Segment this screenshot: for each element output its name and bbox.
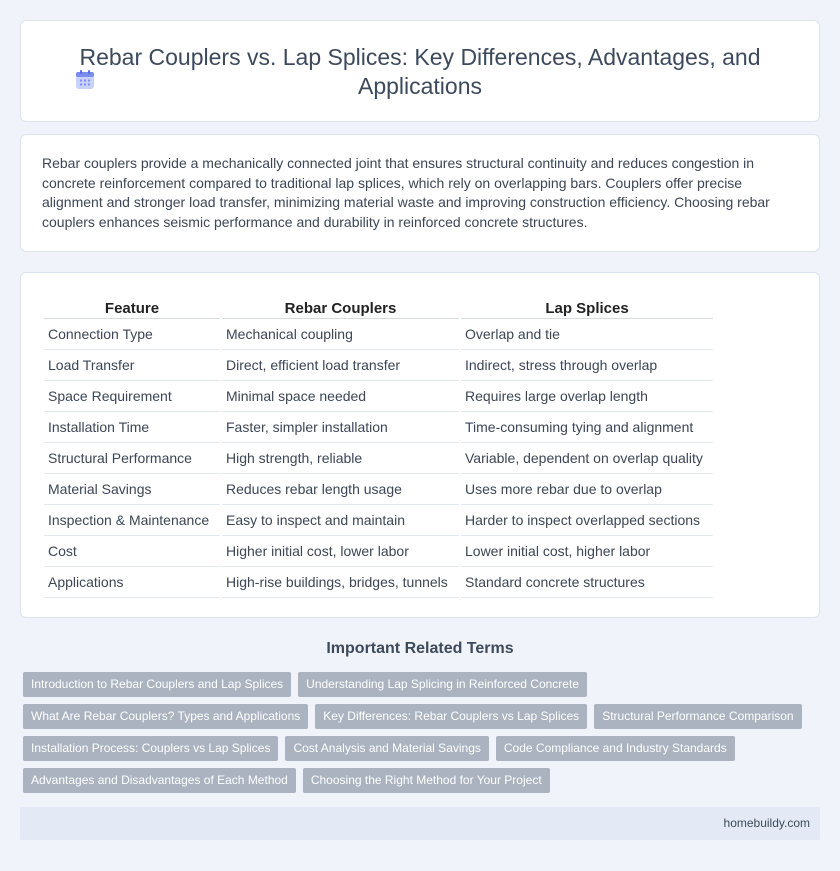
header-lap-splices: Lap Splices [461, 297, 713, 319]
table-cell: Direct, efficient load transfer [222, 350, 459, 381]
table-cell: Higher initial cost, lower labor [222, 536, 459, 567]
related-term-tag[interactable]: Cost Analysis and Material Savings [285, 736, 488, 761]
table-row [44, 474, 713, 505]
table-cell: Easy to inspect and maintain [222, 505, 459, 536]
table-cell: Overlap and tie [461, 319, 713, 350]
table-cell: High strength, reliable [222, 443, 459, 474]
related-terms-title: Important Related Terms [326, 640, 514, 657]
table-row [44, 536, 713, 567]
table-cell: Faster, simpler installation [222, 412, 459, 443]
header-feature: Feature [44, 297, 220, 319]
table-row [44, 350, 713, 381]
table-cell: High-rise buildings, bridges, tunnels [222, 567, 459, 598]
related-term-tag[interactable]: Structural Performance Comparison [594, 704, 801, 729]
related-term-tag[interactable]: Understanding Lap Splicing in Reinforced Concrete [298, 672, 587, 697]
footer [20, 807, 820, 840]
table-cell: Applications [44, 567, 220, 598]
table-cell: Variable, dependent on overlap quality [461, 443, 713, 474]
table-cell: Time-consuming tying and alignment [461, 412, 713, 443]
table-row [44, 412, 713, 443]
related-term-tag[interactable]: Key Differences: Rebar Couplers vs Lap Splices [315, 704, 587, 729]
related-term-tag[interactable]: Choosing the Right Method for Your Project [303, 768, 550, 793]
table-row [44, 505, 713, 536]
related-term-tag[interactable]: What Are Rebar Couplers? Types and Applications [23, 704, 308, 729]
table-cell: Lower initial cost, higher labor [461, 536, 713, 567]
table-header-row [44, 297, 713, 319]
header-card [20, 20, 820, 122]
comparison-table-card [20, 272, 820, 618]
related-term-tag[interactable]: Introduction to Rebar Couplers and Lap Splices [23, 672, 291, 697]
table-cell: Load Transfer [44, 350, 220, 381]
table-cell: Requires large overlap length [461, 381, 713, 412]
table-row [44, 381, 713, 412]
table-row [44, 567, 713, 598]
table-row [44, 443, 713, 474]
comparison-table [42, 297, 715, 598]
table-row [44, 319, 713, 350]
tag-row [23, 672, 823, 697]
tag-row [23, 736, 823, 761]
related-term-tag[interactable]: Installation Process: Couplers vs Lap Splices [23, 736, 278, 761]
table-cell: Indirect, stress through overlap [461, 350, 713, 381]
table-cell: Connection Type [44, 319, 220, 350]
table-cell: Reduces rebar length usage [222, 474, 459, 505]
table-cell: Mechanical coupling [222, 319, 459, 350]
intro-card [20, 134, 820, 252]
table-cell: Harder to inspect overlapped sections [461, 505, 713, 536]
table-cell: Space Requirement [44, 381, 220, 412]
table-cell: Inspection & Maintenance [44, 505, 220, 536]
tag-row [23, 704, 823, 729]
related-term-tag[interactable]: Advantages and Disadvantages of Each Method [23, 768, 296, 793]
footer-site-name: homebuildy.com [723, 816, 810, 830]
table-cell: Cost [44, 536, 220, 567]
page-title: Rebar Couplers vs. Lap Splices: Key Differences, Advantages, and Applications [79, 44, 761, 99]
header-rebar-couplers: Rebar Couplers [222, 297, 459, 319]
related-term-tag[interactable]: Code Compliance and Industry Standards [496, 736, 735, 761]
table-cell: Minimal space needed [222, 381, 459, 412]
table-cell: Structural Performance [44, 443, 220, 474]
tag-row [23, 768, 823, 793]
table-cell: Material Savings [44, 474, 220, 505]
table-cell: Standard concrete structures [461, 567, 713, 598]
table-cell: Uses more rebar due to overlap [461, 474, 713, 505]
intro-paragraph: Rebar couplers provide a mechanically connected joint that ensures structural continuity and reduces congestion in concrete reinforcement compared to traditional lap splices, which rely on overlapping bars. Couplers offer precise alignment and stronger load transfer, minimizing material waste and improving construction efficiency. Choosing rebar couplers enhances seismic performance and durability in reinforced concrete structures. [42, 155, 770, 230]
table-cell: Installation Time [44, 412, 220, 443]
related-terms-tags [23, 672, 823, 800]
